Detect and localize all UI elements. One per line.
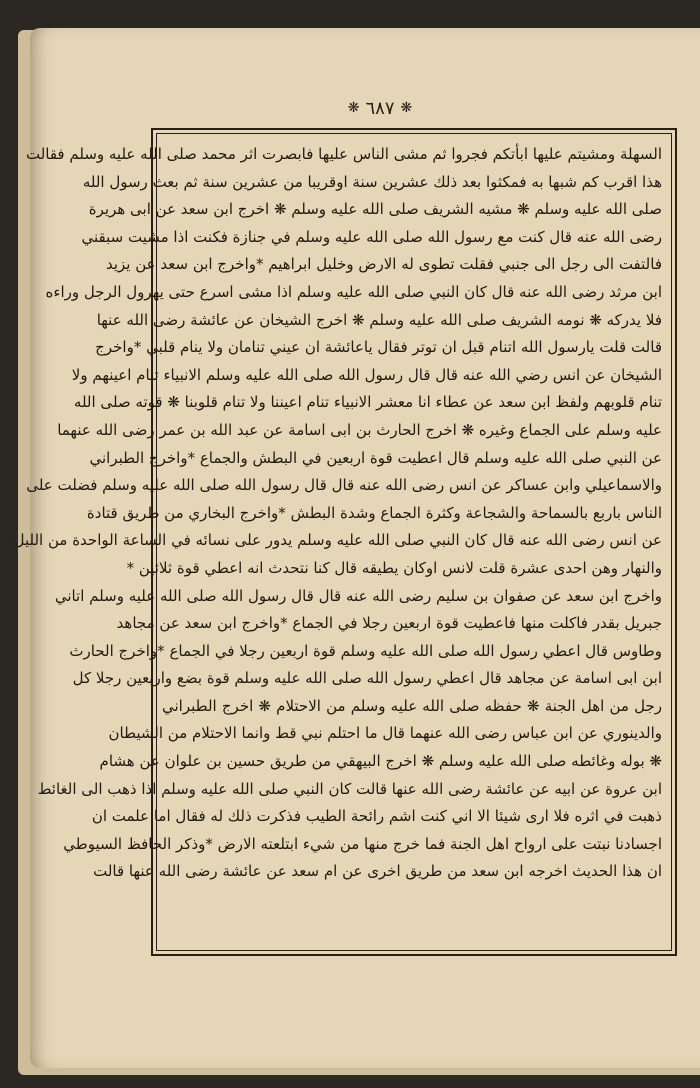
text-line: اجسادنا نبتت على ارواح اهل الجنة فما خرج منها من شيء ابتلعته الارض *وذكر الحافظ السيوطي bbox=[63, 834, 662, 853]
text-line: والنهار وهن احدى عشرة قلت لانس اوكان يطيقه قال كنا نتحدث انه اعطي قوة ثلاثين * bbox=[126, 558, 662, 577]
text-line: والاسماعيلي وابن عساكر عن انس رضى الله عنه قال قال رسول الله صلى الله عليه وسلم فضلت على bbox=[26, 476, 662, 495]
text-line: الشيخان عن انس رضي الله عنه قال قال رسول الله صلى الله عليه وسلم الانبياء تنام اعينهم ولا bbox=[71, 365, 662, 384]
text-line: فلا يدركه ❋ نومه الشريف صلى الله عليه وسلم ❋ اخرج الشيخان عن عائشة رضى الله عنها bbox=[96, 310, 662, 329]
text-line: واخرج ابن سعد عن صفوان بن سليم رضى الله عنه قال قال رسول الله صلى الله عليه وسلم اتاني bbox=[54, 586, 662, 605]
text-line: ذهبت في اثره فلا ارى شيئا الا اني كنت اشم رائحة الطيب فذكرت ذلك له فقال اما علمت ان bbox=[91, 807, 662, 826]
text-line: عليه وسلم على الجماع وغيره ❋ اخرج الحارث بن ابى اسامة عن عبد الله بن عمر رضى الله عنهما bbox=[57, 420, 662, 439]
text-line: رضى الله عنه قال كنت مع رسول الله صلى الله عليه وسلم في جنازة فكنت اذا مشيت سبقني bbox=[81, 227, 662, 246]
text-line: الناس باربع بالسماحة والشجاعة وكثرة الجماع وشدة البطش *واخرج البخاري من طريق قتادة bbox=[86, 503, 662, 522]
text-line: صلى الله عليه وسلم ❋ مشيه الشريف صلى الله عليه وسلم ❋ اخرج ابن سعد عن ابى هريرة bbox=[88, 200, 662, 219]
text-line: رجل من اهل الجنة ❋ حفظه صلى الله عليه وسلم من الاحتلام ❋ اخرج الطبراني bbox=[162, 696, 662, 715]
main-text-block bbox=[13, 141, 662, 943]
text-line: ابن عروة عن ابيه عن عائشة رضى الله عنها قالت كان النبي صلى الله عليه وسلم اذا ذهب الى الغائط bbox=[37, 779, 662, 798]
ornament-right-icon: ❋ bbox=[400, 100, 413, 116]
text-line: السهلة ومشيتم عليها ابأتكم فجروا ثم مشى الناس عليها فابصرت اثر محمد صلى الله عليه وسلم فقالت bbox=[25, 145, 662, 163]
text-line: تنام قلوبهم ولفظ ابن سعد عن عطاء انا معشر الانبياء تنام اعيننا ولا تنام قلوبنا ❋ قوته صلى الله bbox=[73, 393, 662, 412]
text-line: قالت قلت يارسول الله اتنام قبل ان توتر فقال ياعائشة ان عيني تنامان ولا ينام قلبي *واخرج bbox=[95, 338, 662, 357]
text-line: هذا اقرب كم شبها به فمكثوا بعد ذلك عشرين سنة اوقريبا من عشرين سنة ثم بعث رسول الله bbox=[82, 172, 662, 191]
text-line: ❋ بوله وغائطه صلى الله عليه وسلم ❋ اخرج البيهقي من طريق حسين بن علوان عن هشام bbox=[99, 752, 662, 771]
ornament-left-icon: ❋ bbox=[347, 100, 360, 116]
text-line: عن النبي صلى الله عليه وسلم قال اعطيت قوة اربعين في البطش والجماع *واخرج الطبراني bbox=[89, 448, 662, 467]
text-line: ان هذا الحديث اخرجه ابن سعد من طريق اخرى عن ام سعد عن عائشة رضى الله عنها قالت bbox=[93, 862, 662, 881]
text-line: جبريل بقدر فاكلت منها فاعطيت قوة اربعين رجلا في الجماع *واخرج ابن سعد عن مجاهد bbox=[116, 614, 662, 633]
text-line: فالتفت الى رجل الى جنبي فقلت تطوى له الارض وخليل ابراهيم *واخرج ابن سعد عن يزيد bbox=[105, 255, 662, 274]
text-line: وطاوس قال اعطي رسول الله صلى الله عليه وسلم قوة اربعين رجلا في الجماع *واخرج الحارث bbox=[69, 641, 662, 660]
page-number: ٦٨٧ bbox=[365, 97, 395, 119]
text-line: ابن ابى اسامة عن مجاهد قال اعطي رسول الله صلى الله عليه وسلم قوة بضع واربعين رجلا كل bbox=[72, 669, 662, 688]
text-line: والدينوري عن ابن عباس رضى الله عنهما قال ما احتلم نبي قط وانما الاحتلام من الشيطان bbox=[108, 724, 662, 743]
text-line: عن انس رضى الله عنه قال كان النبي صلى الله عليه وسلم يدور على نسائه في الساعة الواحدة من الليل bbox=[13, 531, 662, 550]
text-line: ابن مرثد رضى الله عنه قال كان النبي صلى الله عليه وسلم اذا مشى اسرع حتى يهرول الرجل وراءه bbox=[45, 282, 662, 301]
page-number-header bbox=[320, 96, 440, 120]
